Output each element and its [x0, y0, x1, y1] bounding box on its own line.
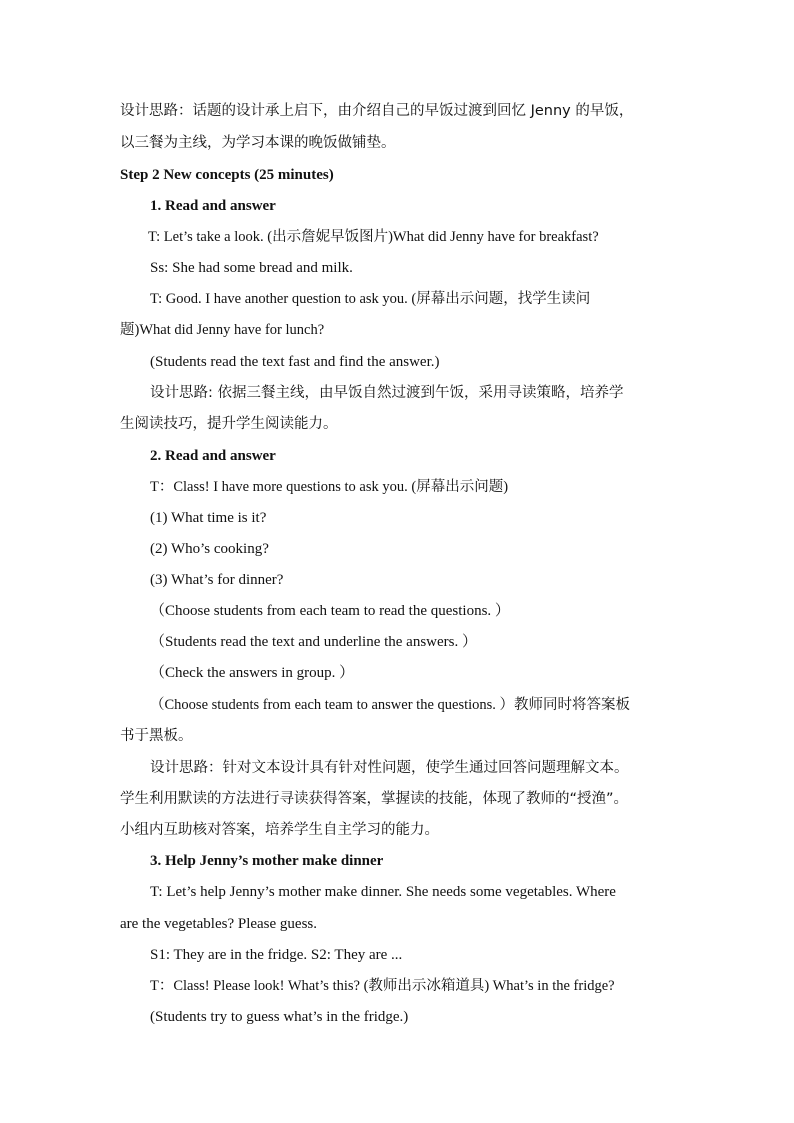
- design-note-2-line-2: 生阅读技巧，提升学生阅读能力。: [120, 416, 338, 432]
- instruction-line: （Choose students from each team to read the questions. ）: [150, 603, 510, 619]
- dialogue-line: Ss: She had some bread and milk.: [150, 260, 353, 276]
- dialogue-line: T: Let’s take a look. (出示詹妮早饭图片)What did Jenny have for breakfast?: [148, 229, 599, 245]
- design-note-2-line-1: 设计思路: 依据三餐主线，由早饭自然过渡到午饭，采用寻读策略，培养学: [150, 385, 624, 401]
- instruction-line: (Students try to guess what’s in the fridge.): [150, 1009, 409, 1025]
- design-note-3-line-1: 设计思路：针对文本设计具有针对性问题，使学生通过回答问题理解文本。: [150, 760, 629, 776]
- design-note-3-line-2: 学生利用默读的方法进行寻读获得答案，掌握读的技能，体现了教师的“授渔”。: [120, 791, 629, 807]
- design-note-3-line-3: 小组内互助核对答案，培养学生自主学习的能力。: [120, 822, 439, 838]
- design-note-1-line-2: 以三餐为主线，为学习本课的晚饭做铺垫。: [120, 135, 396, 151]
- section-1-heading: 1. Read and answer: [150, 198, 276, 214]
- dialogue-line: T: Good. I have another question to ask you. (屏幕出示问题，找学生读问: [150, 291, 591, 307]
- instruction-line: 书于黑板。: [120, 728, 193, 744]
- dialogue-line: are the vegetables? Please guess.: [120, 916, 317, 932]
- dialogue-line: 题)What did Jenny have for lunch?: [120, 322, 325, 338]
- dialogue-line: S1: They are in the fridge. S2: They are ...: [150, 947, 403, 963]
- dialogue-line: T：Class! Please look! What’s this? (教师出示冰箱道具) What’s in the fridge?: [150, 978, 615, 994]
- question-item: (3) What’s for dinner?: [150, 572, 284, 588]
- instruction-line: （Choose students from each team to answer the questions. ）教师同时将答案板: [150, 697, 631, 713]
- question-item: (2) Who’s cooking?: [150, 541, 269, 557]
- section-3-heading: 3. Help Jenny’s mother make dinner: [150, 853, 384, 869]
- section-2-heading: 2. Read and answer: [150, 448, 276, 464]
- instruction-line: （Check the answers in group. ）: [150, 665, 355, 681]
- dialogue-line: T：Class! I have more questions to ask you. (屏幕出示问题): [150, 479, 509, 495]
- instruction-line: （Students read the text and underline the answers. ）: [150, 634, 477, 650]
- design-note-1-line-1: 设计思路：话题的设计承上启下，由介绍自己的早饭过渡到回忆 Jenny 的早饭，: [120, 103, 634, 119]
- instruction-line: (Students read the text fast and find the answer.): [150, 354, 440, 370]
- step-2-heading: Step 2 New concepts (25 minutes): [120, 167, 334, 183]
- dialogue-line: T: Let’s help Jenny’s mother make dinner. She needs some vegetables. Where: [150, 884, 616, 900]
- question-item: (1) What time is it?: [150, 510, 267, 526]
